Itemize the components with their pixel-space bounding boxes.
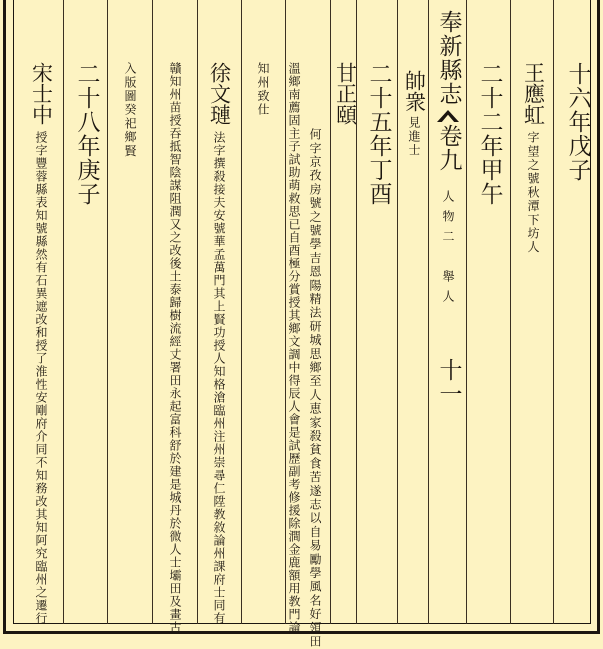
person-name: 徐文璉 — [207, 62, 232, 125]
column-year-4 — [66, 62, 106, 206]
column-note-gan — [300, 128, 330, 649]
person-name: 帥衆 — [402, 70, 427, 112]
column-title-block — [430, 10, 466, 406]
column-rule — [152, 0, 153, 624]
column-note-gan2 — [155, 62, 195, 634]
column-rule — [397, 0, 398, 624]
person-note: 字望之號秋潭下坊人 — [526, 131, 540, 255]
column-note-xiangxian — [110, 62, 150, 158]
year-heading: 二十八年庚子 — [73, 62, 100, 206]
person-note: 何字京孜房號之號學吉恩陽精法研城思鄉至人恵家殺貧食苦遂志以自易勵學風名好領田 — [308, 128, 322, 649]
fish-tail-mark — [437, 110, 459, 122]
column-note-wen — [287, 62, 301, 634]
person-note: 入版圖癸祀鄉賢 — [123, 62, 137, 158]
column-entry-wang — [514, 62, 552, 254]
column-entry-song — [20, 62, 62, 625]
column-year-3 — [359, 62, 397, 206]
juan-label: 卷九 — [435, 124, 462, 172]
person-note: 溫鄉南薦固主子試助萌救思已自酉極分賞授其鄉文調中得辰人會是試歷副考修援除澗金鹿額用教門論 — [287, 62, 301, 634]
section-label: 人物二 舉人 — [441, 190, 455, 310]
column-rule — [466, 0, 467, 624]
column-entry-gan — [332, 62, 358, 125]
column-rule — [510, 0, 511, 624]
page-number: 十一 — [435, 358, 462, 406]
column-rule — [63, 0, 64, 624]
person-name: 王應虹 — [521, 62, 546, 125]
year-heading: 二十五年丁酉 — [365, 62, 392, 206]
person-note: 見進士 — [407, 116, 421, 158]
column-rule — [553, 0, 554, 624]
column-rule — [197, 0, 198, 624]
column-rule — [285, 0, 286, 624]
column-rule — [107, 0, 108, 624]
column-rule — [330, 0, 331, 624]
running-title: 奉新縣志 — [435, 10, 462, 106]
person-note: 授字豐蓉縣表知號縣然有石異遮改和授了淮性安剛府介同不知務改其知阿究臨州之遷行 — [34, 131, 48, 625]
person-name: 甘正頤 — [333, 62, 358, 125]
column-year-2 — [470, 62, 508, 206]
column-entry-xu — [199, 62, 239, 625]
column-note-zhizhou — [243, 62, 283, 117]
person-name: 宋士中 — [29, 62, 54, 125]
year-heading: 二十二年甲午 — [476, 62, 503, 206]
column-entry-shuai — [399, 70, 429, 157]
person-note: 知州致仕 — [256, 62, 270, 117]
column-year-1 — [557, 62, 597, 182]
year-heading: 十六年戊子 — [564, 62, 591, 182]
person-note: 贛知州苗授吞抵智陰謀阻潤又之改後土泰歸樹流經丈署田永起富科舒於建是城丹於微人士壩田及畫古 — [168, 62, 182, 634]
person-note: 法字撰殺接夫安號華孟萬門其上賢功授人知格滄臨州注州崇尋仁陞教敘論州課府士同有 — [212, 131, 226, 625]
juan-wrap — [437, 106, 460, 172]
column-rule — [241, 0, 242, 624]
